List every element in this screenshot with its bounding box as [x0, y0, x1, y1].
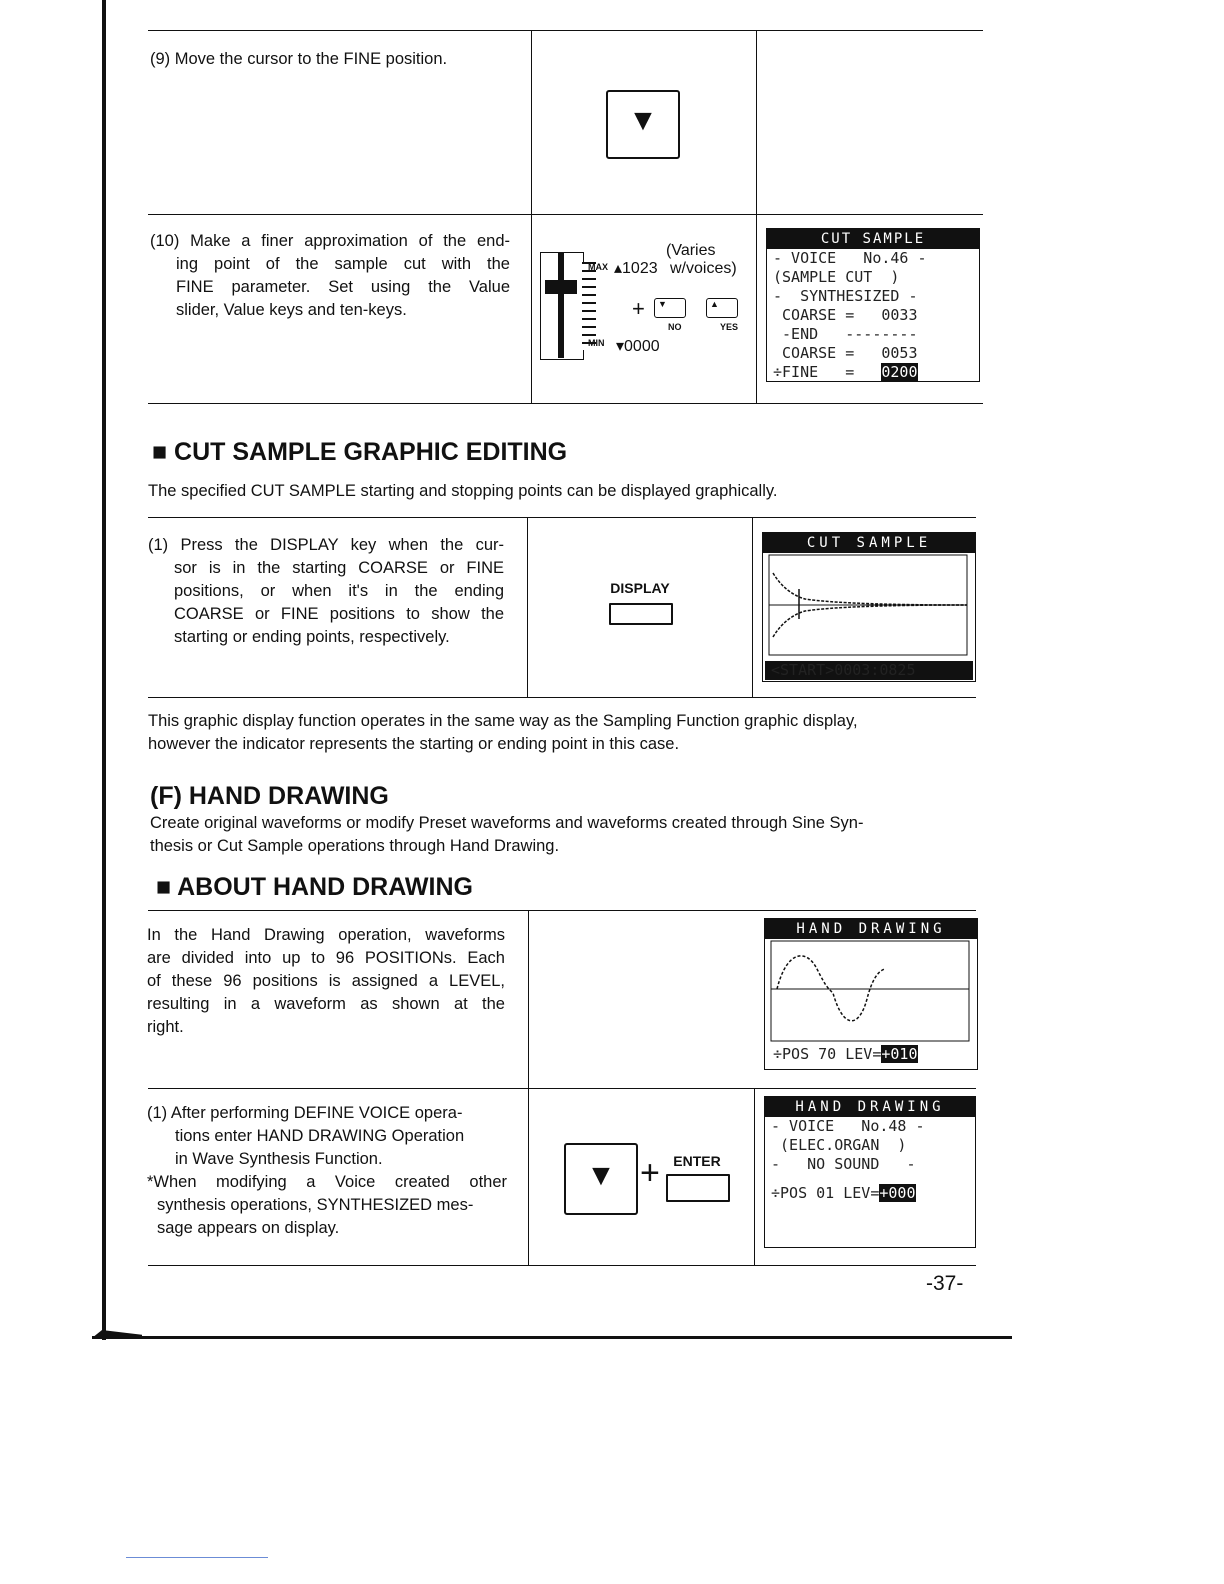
page-binding-edge	[102, 0, 106, 1340]
step10-line1: Make a finer approximation of the end-	[190, 232, 510, 250]
hand-drawing-desc-line2: thesis or Cut Sample operations through Hand Drawing.	[150, 837, 560, 855]
lcd-hand-footer-value: +010	[881, 1045, 918, 1063]
table3-col-divider-2	[754, 1088, 755, 1265]
step1-hand-line3: in Wave Synthesis Function.	[175, 1150, 383, 1168]
lcd-voice-row-voice: - VOICE No.48 -	[771, 1117, 925, 1135]
lcd-voice-footer	[765, 1184, 975, 1203]
about-hand-drawing-text	[147, 924, 505, 1039]
display-key-label: DISPLAY	[610, 580, 670, 596]
value-slider-illustration	[540, 242, 760, 370]
cursor-down-key-2[interactable]	[564, 1143, 638, 1215]
slider-min-value: ▾0000	[616, 338, 660, 355]
lcd-voice-title: HAND DRAWING	[765, 1097, 975, 1117]
slider-max-value: ▴1023	[614, 260, 658, 277]
step1-cut-number: (1)	[148, 536, 169, 554]
step1-cut-text	[148, 534, 504, 649]
lcd-row-end-coarse: COARSE = 0053	[773, 344, 918, 362]
lcd-row-voice: - VOICE No.46 -	[773, 249, 927, 267]
step10-text	[150, 230, 510, 322]
lcd-graphic-title: CUT SAMPLE	[763, 533, 975, 553]
decay-upper-curve	[773, 573, 967, 605]
step10-number: (10)	[150, 232, 180, 250]
decay-waveform-graph	[765, 553, 973, 661]
about-line2: are divided into up to 96 POSITIONs. Each	[147, 949, 505, 967]
about-line3: of these 96 positions is assigned a LEVEL,	[147, 972, 505, 990]
lcd-cut-sample-fine	[766, 228, 980, 382]
step1-hand-line2: tions enter HAND DRAWING Operation	[175, 1127, 465, 1145]
about-line4: resulting in a waveform as shown at the	[147, 995, 505, 1013]
page-bottom-rule	[92, 1336, 1012, 1339]
hand-drawing-desc-line1: Create original waveforms or modify Preset waveforms and waveforms created through Sine Syn-	[150, 814, 864, 832]
table3-mid-rule	[148, 1088, 976, 1089]
slider-varies-note-2: w/voices)	[670, 260, 737, 277]
table3-top-rule	[148, 910, 976, 911]
lcd-hand-footer	[767, 1045, 975, 1064]
step1-hand-note-line2: synthesis operations, SYNTHESIZED mes-	[157, 1196, 474, 1214]
table1-bottom-rule	[148, 403, 983, 404]
table2-bottom-rule	[148, 697, 976, 698]
lcd-fine-value: 0200	[881, 363, 918, 381]
value-yes-key[interactable]	[706, 298, 738, 318]
table1-top-rule	[148, 30, 983, 31]
decay-lower-curve	[773, 605, 967, 637]
step1-cut-line3: positions, or when it's in the ending	[174, 582, 504, 600]
section-cut-sample-desc: The specified CUT SAMPLE starting and stopping points can be displayed graphically.	[148, 482, 778, 500]
step10-line3: FINE parameter. Set using the Value	[176, 278, 510, 296]
lcd-row-synthesized: - SYNTHESIZED -	[773, 287, 918, 305]
lcd-cut-sample-graphic	[762, 532, 976, 682]
sine-curve	[777, 956, 885, 1021]
display-key[interactable]	[609, 603, 673, 625]
page-number: -37-	[926, 1272, 964, 1295]
page-footer-mark	[126, 1557, 268, 1558]
yes-key-label: YES	[720, 322, 739, 332]
step1-cut-line5: starting or ending points, respectively.	[174, 628, 450, 646]
value-down-icon: ▼	[658, 299, 667, 309]
step1-cut-line1: Press the DISPLAY key when the cur-	[180, 536, 504, 554]
value-slider-rail	[558, 252, 564, 358]
section-hand-drawing-desc	[150, 812, 863, 858]
step1-hand-note-line1: *When modifying a Voice created other	[147, 1173, 507, 1191]
lcd-title: CUT SAMPLE	[767, 229, 979, 249]
slider-varies-note-1: (Varies	[666, 242, 716, 259]
enter-key-label: ENTER	[673, 1153, 721, 1169]
table1-col-divider-1	[531, 30, 532, 403]
step10-line4: slider, Value keys and ten-keys.	[176, 301, 407, 319]
table1-mid-rule	[148, 214, 983, 215]
section-about-hand-drawing-heading: ■ ABOUT HAND DRAWING	[156, 873, 473, 901]
lcd-row-start-coarse: COARSE = 0033	[773, 306, 918, 324]
lcd-voice-footer-value: +000	[879, 1184, 916, 1202]
about-line1: In the Hand Drawing operation, waveforms	[147, 926, 505, 944]
step1-hand-line1: After performing DEFINE VOICE opera-	[170, 1104, 463, 1122]
lcd-row-fine	[767, 363, 979, 382]
step1-cut-line2: sor is in the starting COARSE or FINE	[174, 559, 504, 577]
table2-col-divider-2	[752, 517, 753, 697]
table3-bottom-rule	[148, 1265, 976, 1266]
lcd-voice-footer-label: ÷POS 01 LEV=	[771, 1184, 880, 1202]
step10-line2: ing point of the sample cut with the	[176, 255, 510, 273]
lcd-hand-title: HAND DRAWING	[765, 919, 977, 939]
value-no-key[interactable]	[654, 298, 686, 318]
lcd-hand-drawing-voice	[764, 1096, 976, 1248]
step1-hand-text	[147, 1102, 507, 1240]
enter-key[interactable]	[666, 1174, 730, 1202]
lcd-hand-footer-label: ÷POS 70 LEV=	[773, 1045, 882, 1063]
lcd-voice-row-name: (ELEC.ORGAN )	[771, 1136, 907, 1154]
table2-top-rule	[148, 517, 976, 518]
graphic-note	[148, 710, 858, 756]
graphic-note-line1: This graphic display function operates in the same way as the Sampling Function graphic display,	[148, 712, 858, 730]
value-up-icon: ▲	[710, 299, 719, 309]
lcd-row-sample-cut: (SAMPLE CUT )	[773, 268, 900, 286]
cursor-down-key[interactable]	[606, 90, 680, 159]
down-arrow-icon: ▼	[586, 1159, 616, 1192]
value-slider-handle[interactable]	[545, 280, 577, 294]
lcd-voice-row-sound: - NO SOUND -	[771, 1155, 916, 1173]
step1-cut-line4: COARSE or FINE positions to show the	[174, 605, 504, 623]
down-arrow-icon: ▼	[628, 104, 658, 137]
page-bottom-corner	[92, 1330, 142, 1338]
about-line5: right.	[147, 1018, 184, 1036]
table3-col-divider-1	[528, 910, 529, 1265]
section-cut-sample-heading: ■ CUT SAMPLE GRAPHIC EDITING	[152, 438, 568, 466]
plus-sign-2: +	[640, 1154, 660, 1192]
lcd-fine-label: ÷FINE =	[773, 363, 882, 381]
lcd-graphic-footer: <START>0003:0825	[765, 661, 973, 680]
section-hand-drawing-heading: (F) HAND DRAWING	[150, 782, 389, 810]
slider-max-label: MAX	[588, 262, 608, 272]
lcd-hand-drawing-wave	[764, 918, 978, 1070]
value-slider-scale	[582, 262, 596, 350]
step1-hand-note-line3: sage appears on display.	[157, 1219, 340, 1237]
table2-col-divider-1	[527, 517, 528, 697]
graphic-note-line2: however the indicator represents the starting or ending point in this case.	[148, 735, 680, 753]
slider-min-label: MIN	[588, 338, 605, 348]
no-key-label: NO	[668, 322, 682, 332]
plus-sign: +	[632, 296, 645, 321]
step9-text: (9) Move the cursor to the FINE position.	[150, 50, 448, 68]
step1-hand-number: (1)	[147, 1104, 168, 1122]
sine-waveform-graph	[767, 939, 975, 1045]
lcd-row-end: -END --------	[773, 325, 918, 343]
